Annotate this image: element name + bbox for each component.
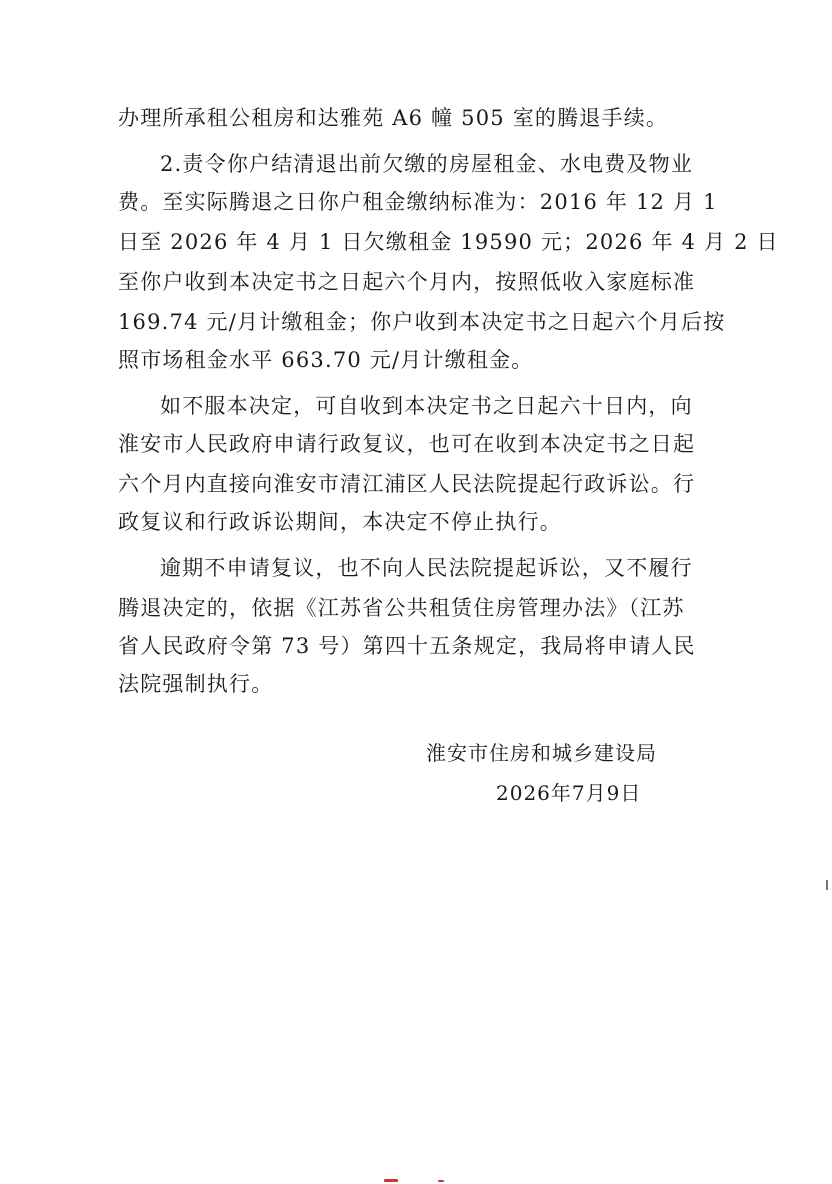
body-line: 169.74 元/月计缴租金；你户收到本决定书之日起六个月后按 — [118, 310, 726, 334]
body-line: 日至 2026 年 4 月 1 日欠缴租金 19590 元；2026 年 4 月 2 日 — [118, 230, 779, 254]
body-line: 六个月内直接向淮安市清江浦区人民法院提起行政诉讼。行 — [118, 472, 696, 496]
body-line: 照市场租金水平 663.70 元/月计缴租金。 — [118, 348, 534, 372]
body-line: 法院强制执行。 — [118, 672, 274, 696]
issuer-name: 淮安市住房和城乡建设局 — [426, 741, 657, 765]
enforcement-paragraph-first-line: 逾期不申请复议，也不向人民法院提起诉讼，又不履行 — [160, 556, 693, 580]
body-line: 办理所承租公租房和达雅苑 A6 幢 505 室的腾退手续。 — [118, 106, 669, 130]
clause-2-first-line: 2.责令你户结清退出前欠缴的房屋租金、水电费及物业 — [160, 152, 694, 176]
body-line: 费。至实际腾退之日你户租金缴纳标准为：2016 年 12 月 1 — [118, 190, 718, 214]
body-line: 淮安市人民政府申请行政复议，也可在收到本决定书之日起 — [118, 432, 696, 456]
appeal-paragraph-first-line: 如不服本决定，可自收到本决定书之日起六十日内，向 — [160, 394, 693, 418]
stamp-edge-mark — [384, 1179, 398, 1182]
body-line: 政复议和行政诉讼期间，本决定不停止执行。 — [118, 510, 562, 534]
body-line: 腾退决定的，依据《江苏省公共租赁住房管理办法》（江苏 — [118, 596, 685, 620]
stamp-edge-mark — [438, 1180, 444, 1182]
scan-speck — [826, 880, 828, 890]
body-line: 至你户收到本决定书之日起六个月内，按照低收入家庭标准 — [118, 270, 696, 294]
body-line: 省人民政府令第 73 号）第四十五条规定，我局将申请人民 — [118, 634, 696, 658]
issue-date: 2026年7月9日 — [496, 781, 642, 805]
